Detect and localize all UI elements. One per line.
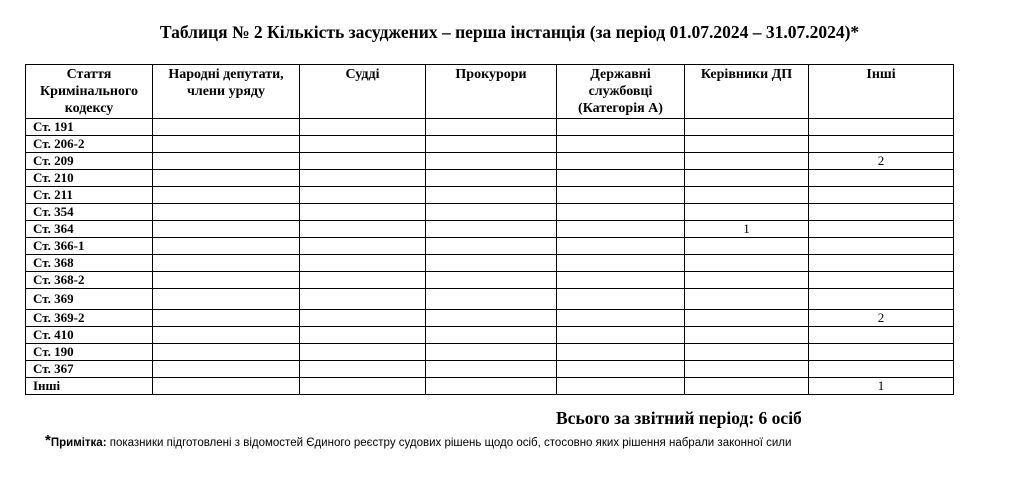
table-row — [26, 170, 954, 187]
table-cell — [685, 255, 809, 272]
table-row — [26, 153, 954, 170]
table-cell — [426, 136, 557, 153]
row-article-cell: Ст. 368 — [26, 255, 153, 272]
table-cell: 2 — [809, 153, 954, 170]
table-row — [26, 221, 954, 238]
table-cell — [153, 272, 300, 289]
row-article-cell: Ст. 209 — [26, 153, 153, 170]
table-cell — [809, 170, 954, 187]
table-cell — [557, 221, 685, 238]
table-cell — [557, 327, 685, 344]
table-cell — [557, 204, 685, 221]
table-cell: 1 — [685, 221, 809, 238]
table-cell — [426, 119, 557, 136]
table-cell — [300, 327, 426, 344]
table-cell — [557, 255, 685, 272]
table-cell — [557, 153, 685, 170]
table-cell — [426, 289, 557, 310]
total-summary: Всього за звітний період: 6 осіб — [556, 408, 802, 428]
column-header-mps: Народні депутати, члени уряду — [153, 65, 300, 119]
table-cell — [153, 310, 300, 327]
table-cell — [809, 221, 954, 238]
table-cell — [685, 136, 809, 153]
table-row — [26, 119, 954, 136]
row-article-cell: Ст. 410 — [26, 327, 153, 344]
table-cell — [557, 238, 685, 255]
table-cell — [153, 136, 300, 153]
table-cell — [557, 310, 685, 327]
table-cell — [685, 170, 809, 187]
table-cell — [809, 361, 954, 378]
table-cell — [426, 310, 557, 327]
table-cell — [300, 204, 426, 221]
row-article-cell: Ст. 366-1 — [26, 238, 153, 255]
table-cell — [685, 327, 809, 344]
table-row — [26, 344, 954, 361]
table-row — [26, 255, 954, 272]
table-cell — [557, 187, 685, 204]
table-cell — [153, 344, 300, 361]
table-cell — [685, 204, 809, 221]
table-cell: 2 — [809, 310, 954, 327]
table-cell — [153, 119, 300, 136]
table-cell — [557, 361, 685, 378]
table-cell — [685, 344, 809, 361]
table-row — [26, 272, 954, 289]
table-cell — [153, 289, 300, 310]
table-cell — [300, 221, 426, 238]
table-row — [26, 136, 954, 153]
table-cell — [557, 170, 685, 187]
table-cell — [685, 153, 809, 170]
table-cell — [809, 344, 954, 361]
row-article-cell: Ст. 211 — [26, 187, 153, 204]
table-cell — [557, 378, 685, 395]
table-cell — [300, 153, 426, 170]
table-cell — [153, 378, 300, 395]
column-header-judges: Судді — [300, 65, 426, 119]
table-cell — [426, 327, 557, 344]
table-cell — [153, 327, 300, 344]
table-cell — [426, 170, 557, 187]
table-row — [26, 238, 954, 255]
table-cell — [426, 187, 557, 204]
table-row — [26, 204, 954, 221]
table-cell — [426, 221, 557, 238]
footnote-label: Примітка: — [50, 437, 107, 449]
page-title: Таблиця № 2 Кількість засуджених – перша інстанція (за період 01.07.2024 – 31.07.2024)* — [159, 22, 860, 42]
row-article-cell: Інші — [26, 378, 153, 395]
table-cell — [685, 361, 809, 378]
row-article-cell: Ст. 206-2 — [26, 136, 153, 153]
table-cell — [300, 238, 426, 255]
table-cell — [685, 272, 809, 289]
table-cell — [557, 136, 685, 153]
column-header-article: Стаття Кримінального кодексу — [26, 65, 153, 119]
table-cell — [557, 289, 685, 310]
table-cell — [426, 255, 557, 272]
table-row — [26, 187, 954, 204]
table-cell: 1 — [809, 378, 954, 395]
row-article-cell: Ст. 369 — [26, 289, 153, 310]
table-cell — [557, 344, 685, 361]
table-cell — [809, 272, 954, 289]
table-cell — [809, 327, 954, 344]
table-cell — [153, 361, 300, 378]
table-cell — [300, 361, 426, 378]
table-cell — [300, 344, 426, 361]
table-cell — [426, 272, 557, 289]
table-cell — [685, 238, 809, 255]
table-cell — [153, 153, 300, 170]
row-article-cell: Ст. 210 — [26, 170, 153, 187]
table-cell — [300, 255, 426, 272]
row-article-cell: Ст. 367 — [26, 361, 153, 378]
table-cell — [153, 238, 300, 255]
row-article-cell: Ст. 190 — [26, 344, 153, 361]
table-row — [26, 289, 954, 310]
table-row — [26, 327, 954, 344]
table-cell — [426, 204, 557, 221]
table-cell — [300, 170, 426, 187]
table-cell — [300, 289, 426, 310]
table-cell — [153, 221, 300, 238]
table-cell — [153, 187, 300, 204]
table-cell — [426, 361, 557, 378]
table-cell — [809, 119, 954, 136]
table-row — [26, 310, 954, 327]
table-cell — [300, 136, 426, 153]
table-cell — [300, 378, 426, 395]
footnote — [45, 433, 791, 450]
table-cell — [557, 272, 685, 289]
column-header-civil-servants: Державні службовці (Категорія А) — [557, 65, 685, 119]
row-article-cell: Ст. 368-2 — [26, 272, 153, 289]
table-cell — [300, 272, 426, 289]
footnote-text: показники підготовлені з відомостей Єдиного реєстру судових рішень щодо осіб, стосовно яких рішення набрали законної сили — [106, 437, 792, 449]
table-row — [26, 361, 954, 378]
table-header-row — [26, 65, 954, 119]
table-cell — [685, 187, 809, 204]
row-article-cell: Ст. 354 — [26, 204, 153, 221]
table-cell — [809, 204, 954, 221]
table-cell — [426, 238, 557, 255]
column-header-prosecutors: Прокурори — [426, 65, 557, 119]
table-cell — [426, 378, 557, 395]
table-cell — [809, 289, 954, 310]
table-cell — [685, 310, 809, 327]
table-cell — [685, 119, 809, 136]
row-article-cell: Ст. 369-2 — [26, 310, 153, 327]
table-cell — [153, 170, 300, 187]
table-cell — [809, 187, 954, 204]
table-cell — [426, 344, 557, 361]
table-cell — [426, 153, 557, 170]
table-row — [26, 378, 954, 395]
table-body — [26, 119, 954, 395]
convictions-table — [25, 64, 954, 395]
row-article-cell: Ст. 191 — [26, 119, 153, 136]
footnote-asterisk: * — [45, 432, 51, 449]
table-cell — [685, 289, 809, 310]
table-cell — [557, 119, 685, 136]
table-cell — [809, 255, 954, 272]
table-cell — [300, 187, 426, 204]
table-cell — [809, 136, 954, 153]
table-cell — [300, 119, 426, 136]
table-cell — [153, 255, 300, 272]
table-cell — [685, 378, 809, 395]
table-cell — [153, 204, 300, 221]
column-header-se-managers: Керівники ДП — [685, 65, 809, 119]
row-article-cell: Ст. 364 — [26, 221, 153, 238]
table-cell — [809, 238, 954, 255]
table-cell — [300, 310, 426, 327]
column-header-others: Інші — [809, 65, 954, 119]
